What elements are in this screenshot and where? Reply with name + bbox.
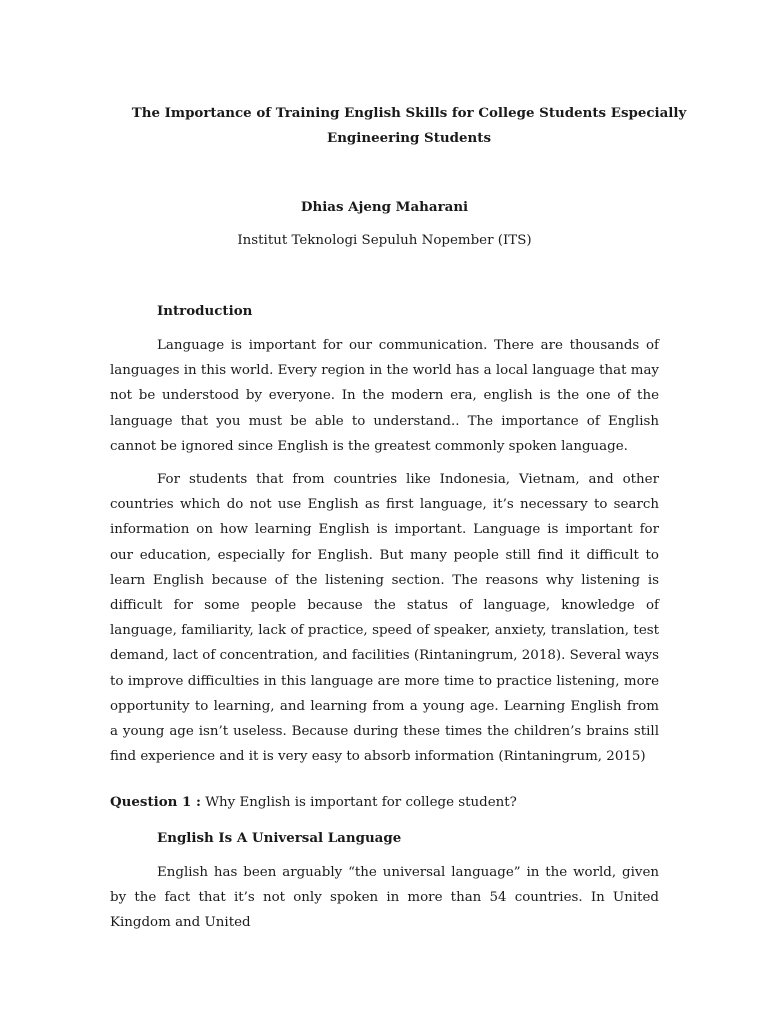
section-paragraph-universal-language: English has been arguably “the universal language” in the world, given by the fact that it’s not only spoken in more than 54 countries. In United Kingdom and United — [110, 865, 659, 931]
author-name: Dhias Ajeng Maharani — [300, 199, 469, 215]
title-line-1: The Importance of Training English Skills for College Students Especially — [131, 105, 687, 121]
question-1-text: Why English is important for college student? — [200, 795, 517, 810]
introduction-paragraph-1: Language is important for our communication. There are thousands of languages in this world. Every region in the world has a local language that may not be understood by everyone. In the modern era, english is the one of the language that you must be able to understand.. The importance of English cannot be ignored since English is the greatest commonly spoken language. — [110, 338, 659, 454]
author-affiliation: Institut Teknologi Sepuluh Nopember (ITS) — [237, 233, 532, 248]
question-1 — [110, 792, 517, 813]
question-1-label: Question 1 : — [110, 794, 201, 810]
title-line-2: Engineering Students — [326, 130, 491, 146]
introduction-paragraph-2: For students that from countries like Indonesia, Vietnam, and other countries which do not use English as first language, it’s necessary to search information on how learning English is important. Language is important for our education, especially for English. But many people still find it difficult to learn English because of the listening section. The reasons why listening is difficult for some people because the status of language, knowledge of language, familiarity, lack of practice, speed of speaker, anxiety, translation, test demand, lact of concentration, and facilities (Rintaningrum, 2018). Several ways to improve difficulties in this language are more time to practice listening, more opportunity to learning, and learning from a young age. Learning English from a young age isn’t useless. Because during these times the children’s brains still find experience and it is very easy to absorb information (Rintaningrum, 2015) — [110, 472, 659, 765]
document-title — [110, 101, 708, 151]
section-heading-universal-language: English Is A Universal Language — [157, 830, 402, 846]
introduction-heading: Introduction — [157, 303, 253, 319]
